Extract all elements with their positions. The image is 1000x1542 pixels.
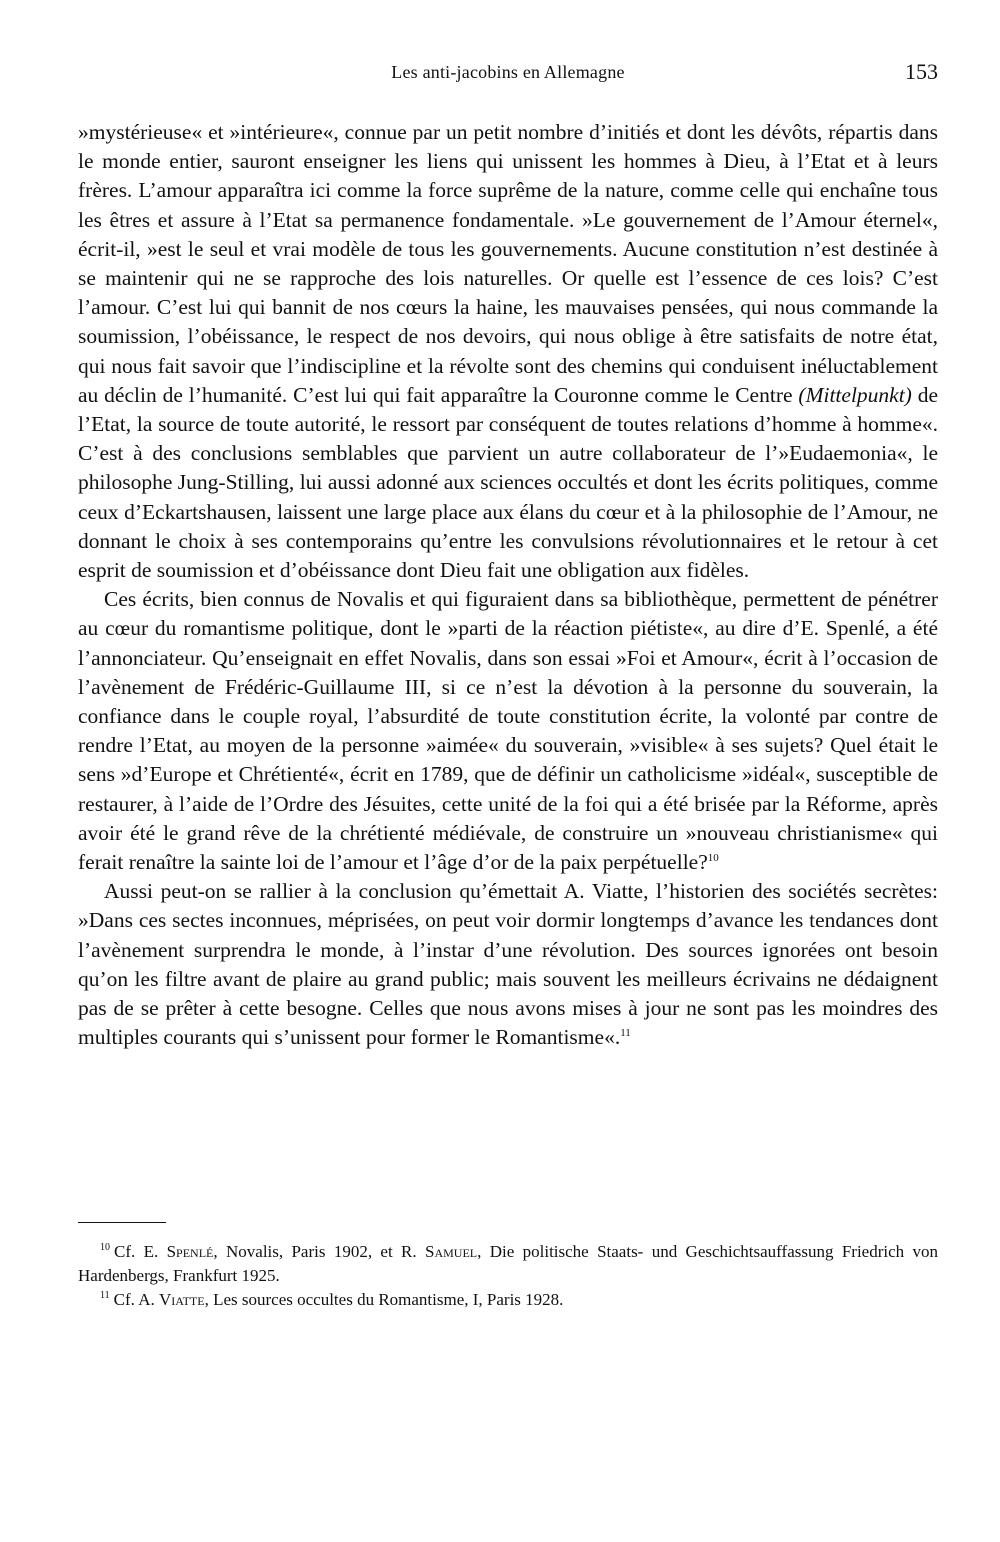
paragraph-3 <box>78 877 938 1052</box>
italic-term: (Mittelpunkt) <box>798 382 912 407</box>
footnotes <box>78 1240 938 1312</box>
body-text <box>78 118 938 1053</box>
footnote-number: 11 <box>100 1290 110 1302</box>
footnote-ref-10: 10 <box>707 851 719 864</box>
paragraph-3-text: Aussi peut-on se rallier à la conclusion qu’émettait A. Viatte, l’historien des sociétés secrètes: »Dans ces sectes inconnues, méprisées, on peut voir dormir longtemps d’avance les tendances dont l’avènement surprendra le monde, à l’instar d’une révolution. Des sources ignorées ont besoin qu’on les filtre avant de plaire au grand public; mais souvent les meilleurs écrivains ne dédaignent pas de se prêter à cette besogne. Celles que nous avons mises à jour ne sont pas les moindres des multiples courants qui s’unissent pour former le Romantisme«. <box>78 879 938 1050</box>
footnote-10 <box>78 1240 938 1288</box>
footnote-separator <box>78 1222 166 1223</box>
footnote-ref-11: 11 <box>620 1027 631 1040</box>
footnote-author: Samuel <box>425 1242 478 1261</box>
running-head <box>78 59 938 92</box>
footnote-text: Cf. E. <box>114 1242 167 1261</box>
footnote-text: , Novalis, Paris 1902, et R. <box>213 1242 425 1261</box>
page-number: 153 <box>905 59 938 84</box>
footnote-text: Cf. A. <box>113 1290 159 1309</box>
footnote-author: Spenlé <box>166 1242 214 1261</box>
paragraph-1 <box>78 118 938 585</box>
paragraph-2 <box>78 585 938 877</box>
footnote-number: 10 <box>100 1242 110 1254</box>
running-title: Les anti-jacobins en Allemagne <box>391 62 625 82</box>
paragraph-1-part-a: »mystérieuse« et »intérieure«, connue par un petit nombre d’initiés et dont les dévôts, répartis dans le monde entier, sauront enseigner les liens qui unissent les hommes à Dieu, à l’Etat et à leurs frères. L’amour apparaîtra ici comme la force suprême de la nature, comme celle qui enchaîne tous les êtres et assure à l’Etat sa permanence fondamentale. »Le gouvernement de l’Amour éternel«, écrit-il, »est le seul et vrai modèle de tous les gouvernements. Aucune constitution n’est destinée à se maintenir qui ne se rapproche des lois naturelles. Or quelle est l’essence de ces lois? C’est l’amour. C’est lui qui bannit de nos cœurs la haine, les mauvaises pensées, qui nous commande la soumission, l’obéissance, le respect de nos devoirs, qui nous oblige à être satisfaits de notre état, qui nous fait savoir que l’indiscipline et la révolte sont des chemins qui conduisent inéluctablement au déclin de l’humanité. C’est lui qui fait apparaître la Couronne comme le Centre <box>78 120 938 407</box>
footnote-text: , Die politische Staats- und Geschichtsauffassung Friedrich von Hardenbergs, Frankfurt 1925. <box>78 1242 938 1285</box>
footnote-text: , Les sources occultes du Romantisme, I, Paris 1928. <box>204 1290 564 1309</box>
paragraph-1-part-b: de l’Etat, la source de toute autorité, le ressort par conséquent de toutes relations d’homme à homme«. C’est à des conclusions semblables que parvient un autre collaborateur de l’»Eudaemonia«, le philosophe Jung-Stilling, lui aussi adonné aux sciences occultés et dont les écrits politiques, comme ceux d’Eckartshausen, laissent une large place aux élans du cœur et à la philosophie de l’Amour, ne donnant le choix à ses contemporains qu’entre les convulsions révolutionnaires et le retour à cet esprit de soumission et d’obéissance dont Dieu fait une obligation aux fidèles. <box>78 382 939 583</box>
footnote-author: Viatte <box>158 1290 205 1309</box>
footnote-11 <box>78 1288 938 1312</box>
paragraph-2-text: Ces écrits, bien connus de Novalis et qui figuraient dans sa bibliothèque, permettent de pénétrer au cœur du romantisme politique, dont le »parti de la réaction piétiste«, au dire d’E. Spenlé, a été l’annonciateur. Qu’enseignait en effet Novalis, dans son essai »Foi et Amour«, écrit à l’occasion de l’avènement de Frédéric-Guillaume III, si ce n’est la dévotion à la personne du souverain, la confiance dans le couple royal, l’absurdité de toute constitution écrite, la volonté par contre de rendre l’Etat, au moyen de la personne »aimée« du souverain, »visible« à ses sujets? Quel était le sens »d’Europe et Chrétienté«, écrit en 1789, que de définir un catholicisme »idéal«, susceptible de restaurer, à l’aide de l’Ordre des Jésuites, cette unité de la foi qui a été brisée par la Réforme, après avoir été le grand rêve de la chrétienté médiévale, de construire un »nouveau christianisme« qui ferait renaître la sainte loi de l’amour et l’âge d’or de la paix perpétuelle? <box>78 587 938 875</box>
